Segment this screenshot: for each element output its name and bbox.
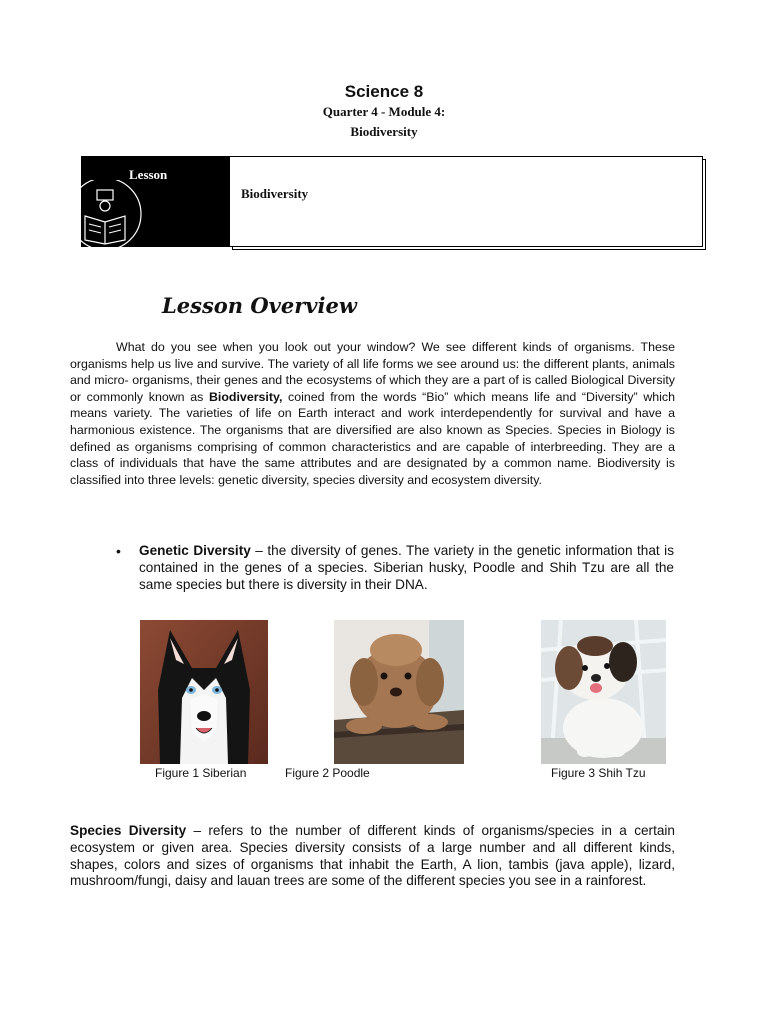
- figure-3-caption: Figure 3 Shih Tzu: [551, 766, 646, 780]
- document-title: Science 8: [344, 82, 424, 101]
- species-diversity-definition: – refers to the number of different kinds of organisms/species in a certain ecosystem or given area. Species diversity consists of a large number and all different kinds, shapes, colors and sizes of organisms that inhabit the Earth, A lion, tambis (java apple), lizard, mushroom/fungi, daisy and lauan trees are some of the different species you see in a rainforest.: [70, 823, 675, 889]
- lesson-topic: Biodiversity: [241, 186, 309, 201]
- genetic-diversity-term: Genetic Diversity: [139, 543, 251, 558]
- lesson-label-panel: [81, 156, 229, 247]
- bullet-icon: •: [116, 543, 121, 559]
- lesson-banner: [81, 156, 703, 246]
- lesson-overview-heading: Lesson Overview: [162, 293, 357, 318]
- document-topic: Biodiversity: [350, 124, 418, 139]
- intro-paragraph: [70, 339, 675, 488]
- species-diversity-term: Species Diversity: [70, 823, 187, 838]
- biodiversity-term: Biodiversity,: [208, 389, 283, 404]
- lesson-topic-panel: [229, 156, 703, 247]
- figure-2-caption: Figure 2 Poodle: [285, 766, 370, 780]
- intro-text-1: What do you see when you look out your window? We see different kinds of organisms. These organisms help us live and survive. The variety of all life forms we see around us: the different plants, animals and micro- organisms, their genes and the ecosystems of which they are a part of is called Biological Diversity or commonly known as: [70, 340, 675, 404]
- book-reader-icon: [81, 180, 147, 247]
- genetic-diversity-text: [139, 543, 674, 593]
- intro-text-2: coined from the words “Bio” which means life and “Diversity” which means variety. The varieties of life on Earth interact and work interdependently for survival and have a harmonious existence. The organisms that are diversified are also known as Species. Species in Biology is defined as organisms comprising of common characteristics and are capable of interbreeding. They are a class of individuals that have the same attributes and are designated by a common name. Biodiversity is classified into three levels: genetic diversity, species diversity and ecosystem diversity.: [70, 389, 675, 487]
- lesson-label: Lesson: [129, 167, 168, 182]
- figure-1-caption: Figure 1 Siberian: [155, 766, 247, 780]
- species-diversity-paragraph: [70, 823, 675, 890]
- siberian-husky-photo: [140, 620, 268, 764]
- document-subtitle: Quarter 4 - Module 4:: [322, 104, 446, 119]
- genetic-diversity-definition: – the diversity of genes. The variety in the genetic information that is contained in the genes of a species. Siberian husky, Poodle and Shih Tzu are all the same species but there is diversity in their DNA.: [139, 543, 674, 592]
- shih-tzu-photo: [541, 620, 666, 764]
- poodle-photo: [334, 620, 464, 764]
